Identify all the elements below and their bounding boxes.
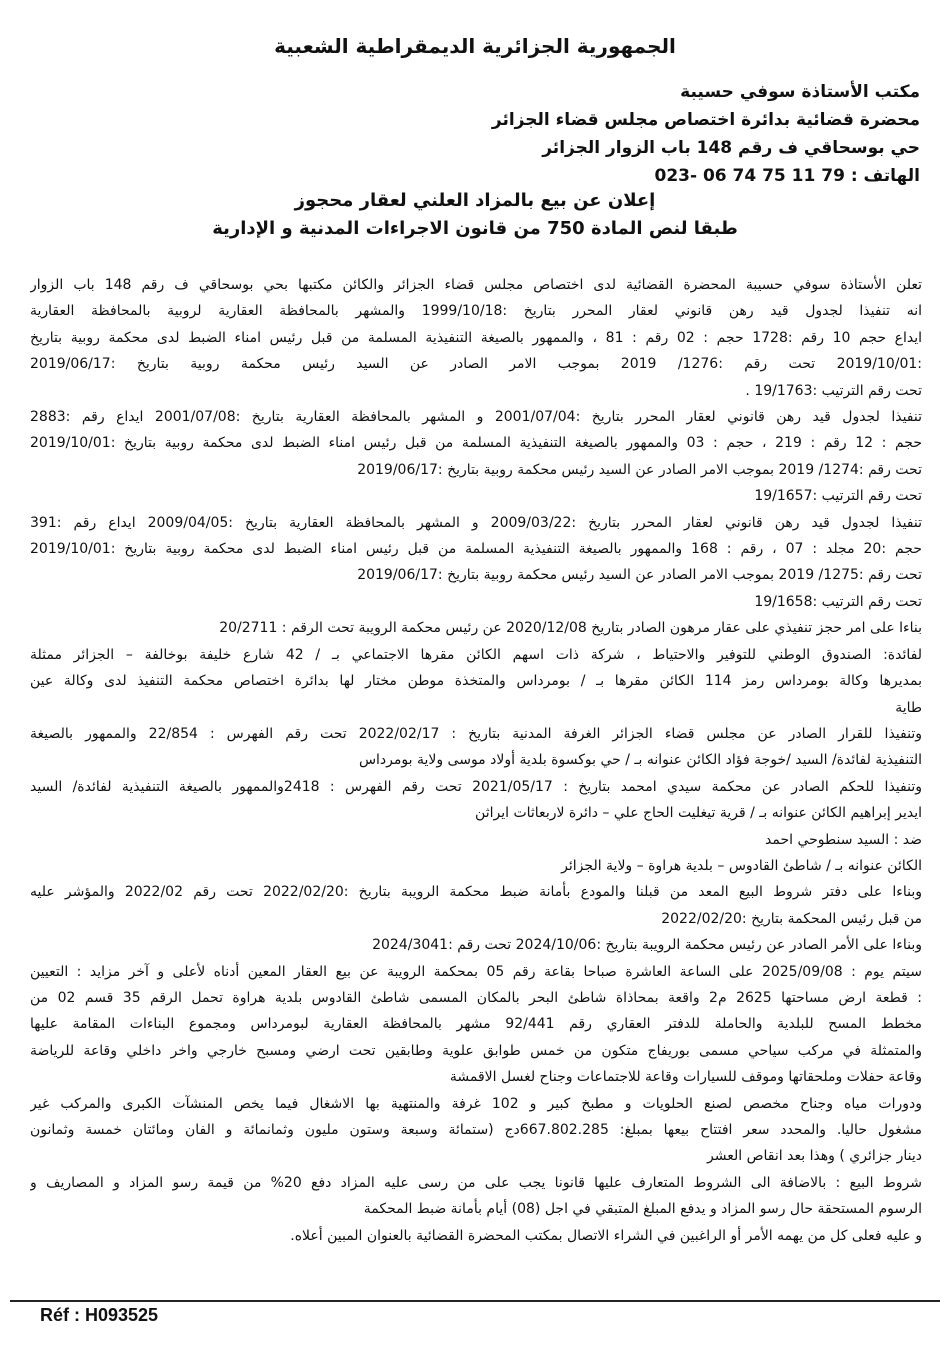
body-line: تحت رقم الترتيب :19/1763 . (745, 382, 922, 399)
body-line: وتنفيذا للقرار الصادر عن مجلس قضاء الجزائر الغرفة المدنية بتاريخ : 2022/02/17 تحت رقم الفهرس : 22/854 والممهور بالصيغة (30, 725, 922, 742)
body-line: حجم : 12 رقم : 219 ، حجم : 03 والممهور بالصيغة التنفيذية المسلمة من قبل رئيس امناء الضبط لدى محكمة روبية بتاريخ :2019/10/01 (30, 435, 922, 452)
body-line: لفائدة: الصندوق الوطني للتوفير والاحتياط ، شركة ذات اسهم الكائن مقرها الاجتماعي بـ / 42 شارع خليفة بوخالفة – الجزائر ممثلة (30, 646, 922, 663)
body-line: حجم :20 مجلد : 07 ، رقم : 168 والممهور بالصيغة التنفيذية المسلمة من قبل رئيس امناء الضبط لدى محكمة روبية بتاريخ :2019/10/01 (30, 541, 922, 558)
body-line: وبناءا على دفتر شروط البيع المعد من قبلنا والمودع بأمانة ضبط محكمة الرويبة بتاريخ :2022/02/20 تحت رقم 2022/02 والمؤشر عليه (30, 884, 922, 901)
body-line: تحت رقم :1274/ 2019 بموجب الامر الصادر عن السيد رئيس محكمة روبية بتاريخ :2019/06/17 (357, 461, 922, 478)
body-line: تنفيذا لجدول قيد رهن قانوني لعقار المحرر بتاريخ :2001/07/04 و المشهر بالمحافظة العقارية بتاريخ :2001/07/08 ايداع رقم :2883 (30, 409, 922, 426)
body-line: ودورات مياه وجناح مخصص لصنع الحلويات و مطبخ كبير و 102 غرفة والمنتهية بها الاشغال فيما يخص المنشآت الكبرى والمركب غير (30, 1095, 922, 1112)
body-line: مخطط المسح للبلدية والحاملة للدفتر العقاري رقم 92/441 مشهر بالمحافظة العقارية لبومرداس ومجموع البناءات المقامة عليها (30, 1016, 922, 1033)
body-line: ضد : السيد سنطوحي احمد (765, 831, 922, 848)
footer-divider (10, 1300, 940, 1302)
body-line: طاية (895, 699, 922, 716)
body-line: مشغول حاليا. والمحدد سعر افتتاح بيعها بمبلغ: 667.802.285دج (ستمائة وسبعة وستون مليون وثمانمائة و الفان ومائتان خمسة وثمانون (30, 1122, 922, 1138)
body-line: من قبل رئيس المحكمة بتاريخ :2022/02/20 (661, 910, 922, 927)
body-line: الرسوم المستحقة حال رسو المزاد و يدفع المبلغ المتبقي في اجل (08) أيام بأمانة ضبط المحكمة (363, 1201, 922, 1218)
body-line: سيتم يوم : 2025/09/08 على الساعة العاشرة صباحا بقاعة رقم 05 بمحكمة الرويبة عن بيع العقار المعين أدناه لأعلى و آخر مزايد : التعيين (30, 963, 922, 980)
body-line: :2019/10/01 تحت رقم :1276/ 2019 بموجب الامر الصادر عن السيد رئيس محكمة روبية بتاريخ :2019/06/17 (30, 356, 922, 373)
body-line: وبناءا على الأمر الصادر عن رئيس محكمة الرويبة بتاريخ :2024/10/06 تحت رقم :2024/3041 (372, 937, 922, 954)
phone-label: الهاتف : (850, 166, 920, 186)
office-role: محضرة قضائية بدائرة اختصاص مجلس قضاء الجزائر (491, 110, 920, 130)
body-line: تحت رقم الترتيب :19/1658 (754, 593, 922, 610)
body-line: التنفيذية لفائدة/ السيد /خوجة فؤاد الكائن عنوانه بـ / حي بوكسوة بلدية أولاد موسى ولاية بومرداس (358, 752, 922, 769)
body-line: تعلن الأستاذة سوفي حسيبة المحضرة القضائية لدى اختصاص مجلس قضاء الجزائر والكائن مكتبها بحي بوسحاقي ف رقم 148 باب الزوار (30, 277, 922, 293)
body-line: : قطعة ارض مساحتها 2625 م2 واقعة بمحاذاة شاطئ البحر بالمكان المسمى شاطئ القادوس بلدية هراوة تحمل الرقم 35 قسم 02 من (30, 989, 922, 1006)
body-line: و عليه فعلى كل من يهمه الأمر أو الراغبين في الشراء الاتصال بمكتب المحضرة القضائية بالعنوان المبين أعلاه. (290, 1227, 922, 1244)
body-line: وقاعة حفلات وملحقاتها وموقف للسيارات وقاعة للاجتماعات وجناح لغسل الاقمشة (449, 1069, 922, 1086)
body-line: انه تنفيذا لجدول قيد رهن قانوني لعقار المحرر بتاريخ :1999/10/18 والمشهر بالمحافظة العقارية لروبية بالمحافظة العقارية (30, 303, 922, 320)
body-line: تنفيذا لجدول قيد رهن قانوني لعقار المحرر بتاريخ :2009/03/22 و المشهر بالمحافظة العقارية بتاريخ :2009/04/05 ايداع رقم :391 (30, 514, 922, 531)
body-line: ايدير إبراهيم الكائن عنوانه بـ / قرية تيغليت الحاج علي – دائرة لاربعاثات ايراثن (475, 805, 922, 822)
body-line: وتنفيذا للحكم الصادر عن محكمة سيدي امحمد بتاريخ : 2021/05/17 تحت رقم الفهرس : 2418والممهور بالصيغة التنفيذية لفائدة/ السيد (30, 778, 922, 795)
office-phone (60, 166, 920, 186)
body-line: شروط البيع : بالاضافة الى الشروط المتعارف عليها قانونا يجب على من رسى عليه المزاد دفع 20% من قيمة رسو المزاد و المصاريف و (30, 1174, 922, 1191)
body-line: الكائن عنوانه بـ / شاطئ القادوس – بلدية هراوة – ولاية الجزائر (561, 857, 922, 874)
body-line: دينار جزائري ) وهذا بعد انقاص العشر (707, 1148, 922, 1165)
office-name: مكتب الأستاذة سوفي حسيبة (680, 82, 920, 102)
phone-value: 023- 06 74 75 11 79 (654, 166, 845, 186)
body-line: بمديرها وكالة بومرداس رمز 114 الكائن مقرها بـ / بومرداس والمتخذة موطن مختار لها بدائرة اختصاص محكمة التنفيذ لدى وكالة عين (30, 673, 922, 690)
reference-number: Réf : H093525 (40, 1305, 159, 1325)
body-line: بناءا على امر حجز تنفيذي على عقار مرهون الصادر بتاريخ 2020/12/08 عن رئيس محكمة الرويبة تحت الرقم : 20/2711 (219, 620, 922, 637)
body-line: تحت رقم الترتيب :19/1657 (754, 488, 922, 505)
body-line: تحت رقم :1275/ 2019 بموجب الامر الصادر عن السيد رئيس محكمة روبية بتاريخ :2019/06/17 (357, 567, 922, 584)
body-line: ايداع حجم 10 رقم :1728 حجم : 02 رقم : 81 ، والممهور بالصيغة التنفيذية المسلمة من قبل رئيس امناء الضبط لدى محكمة روبية بتاريخ (30, 329, 922, 346)
republic-title: الجمهورية الجزائرية الديمقراطية الشعبية (274, 34, 676, 58)
office-address: حي بوسحاقي ف رقم 148 باب الزوار الجزائر (542, 138, 920, 158)
announcement-body (30, 272, 922, 1249)
announcement-title: إعلان عن بيع بالمزاد العلني لعقار محجوز (294, 190, 656, 211)
body-line: والمتمثلة في مركب سياحي مسمى بوريفاج متكون من خمس طوابق علوية وطابقين تحت ارضي ومسبح خارجي واخر داخلي وقاعة للرياضة (30, 1042, 922, 1059)
announcement-legal-basis: طبقا لنص المادة 750 من قانون الاجراءات المدنية و الإدارية (212, 218, 738, 239)
